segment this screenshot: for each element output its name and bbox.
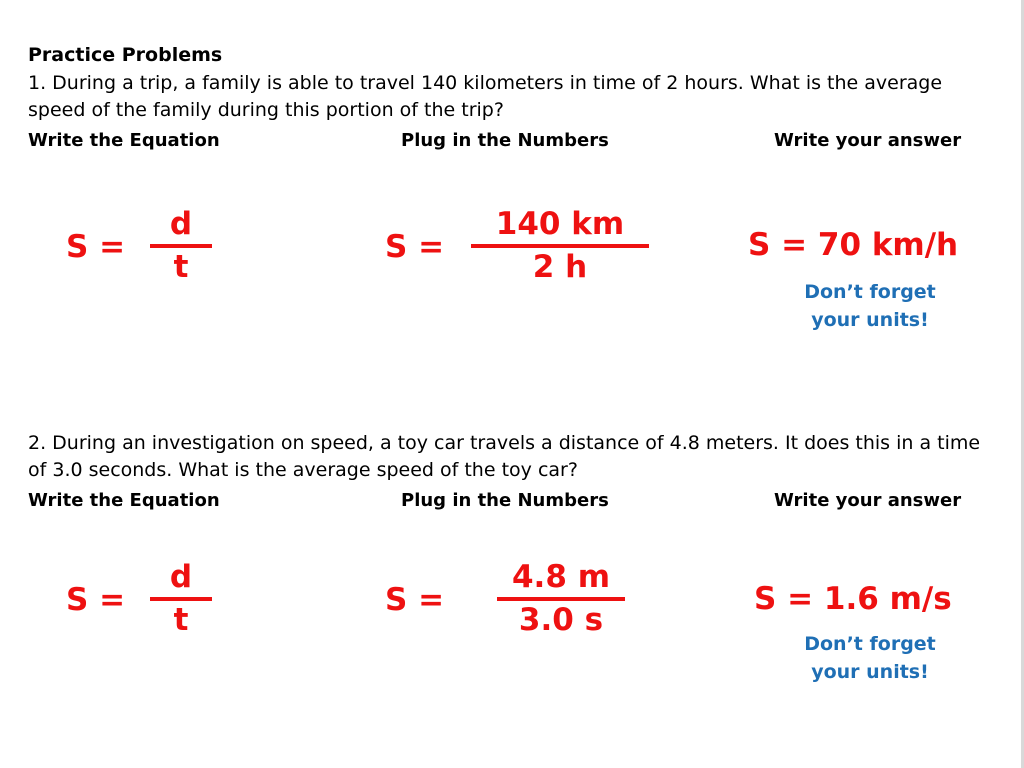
fraction-bar (150, 244, 212, 248)
problem-2-plug-fraction (497, 560, 625, 637)
problem-1-header-plug: Plug in the Numbers (401, 130, 609, 151)
problem-1-equation-fraction (150, 207, 212, 284)
units-note-line-2: your units! (811, 661, 929, 683)
problem-2-header-answer: Write your answer (774, 490, 962, 511)
problem-2-plug-denominator: 3.0 s (518, 602, 604, 638)
problem-1-header-equation: Write the Equation (28, 130, 220, 151)
problem-2-plug-lhs: S = (385, 582, 445, 618)
problem-2-header-plug: Plug in the Numbers (401, 490, 609, 511)
problem-1-question: 1. During a trip, a family is able to travel 140 kilometers in time of 2 hours. What is the average speed of the family during this portion of the trip? (28, 72, 943, 121)
problem-2-answer: S = 1.6 m/s (754, 581, 952, 617)
problem-1-header-answer: Write your answer (774, 130, 962, 151)
problem-2-plug-numerator: 4.8 m (511, 559, 610, 595)
units-note-line-1: Don’t forget (804, 281, 936, 303)
problem-2-question: 2. During an investigation on speed, a toy car travels a distance of 4.8 meters. It does this in a time of 3.0 seconds. What is the average speed of the toy car? (28, 432, 981, 481)
problem-1-plug-fraction (471, 207, 649, 284)
page-title: Practice Problems (28, 44, 223, 66)
fraction-bar (471, 244, 649, 248)
units-note-line-2: your units! (811, 309, 929, 331)
problem-1-plug-lhs: S = (385, 229, 445, 265)
problem-1-units-note (770, 278, 970, 334)
problem-2-equation-lhs: S = (66, 582, 126, 618)
problem-2-equation-numerator: d (169, 559, 193, 595)
fraction-bar (150, 597, 212, 601)
units-note-line-1: Don’t forget (804, 633, 936, 655)
problem-2-equation-fraction (150, 560, 212, 637)
problem-1-equation-lhs: S = (66, 229, 126, 265)
problem-1-plug-numerator: 140 km (495, 206, 625, 242)
problem-1-answer: S = 70 km/h (748, 227, 959, 263)
problem-1-plug-denominator: 2 h (532, 249, 588, 285)
problem-2-header-equation: Write the Equation (28, 490, 220, 511)
problem-1-equation-denominator: t (173, 249, 189, 285)
problem-1-equation-numerator: d (169, 206, 193, 242)
fraction-bar (497, 597, 625, 601)
problem-2-equation-denominator: t (173, 602, 189, 638)
problem-2-units-note (770, 630, 970, 686)
